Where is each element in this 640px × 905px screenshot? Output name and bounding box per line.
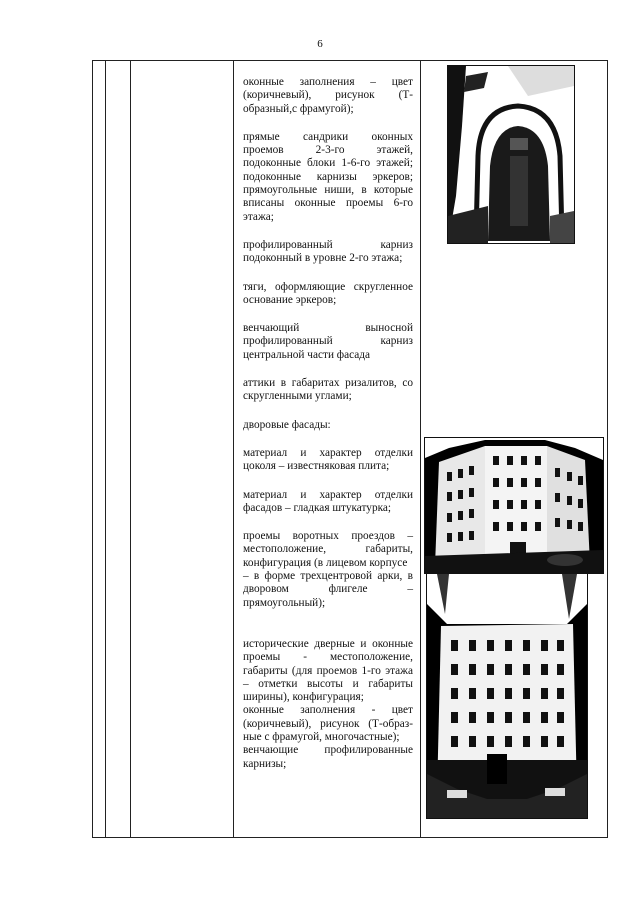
list-item: исторические дверные и оконные проемы - местоположение, габариты (для проемов 1-го этажа – отметки высоты и габариты ширины), конфигурация;	[243, 637, 413, 704]
page-number: 6	[317, 38, 323, 50]
column-divider	[233, 61, 234, 837]
list-item: оконные заполнения - цвет (коричневый), рисунок (Т-образ- ные с фрамугой, многочастные);	[243, 704, 413, 743]
list-item: венчающий выносной профилированный карниз центральной части фасада	[243, 322, 413, 361]
list-item: тяги, оформляющие скругленное основание эркеров;	[243, 280, 413, 306]
column-divider	[130, 61, 131, 837]
list-item: дворовые фасады:	[243, 418, 331, 431]
list-item: проемы воротных проездов – местоположение, габариты, конфигурация (в лицевом корпусе	[243, 530, 413, 569]
photo-courtyard-building	[426, 573, 588, 819]
description-column	[243, 76, 413, 771]
list-item: профилированный карниз подоконный в уровне 2-го этажа;	[243, 238, 413, 265]
list-item: материал и характер отделки цоколя – известняковая плита;	[243, 446, 413, 473]
list-item: прямые сандрики оконных проемов 2-3-го этажей, подоконные блоки 1-6-го этажей; подоконные карнизы эркеров; прямоугольные ниши, в которые вписаны оконные проемы 6-го этажа;	[243, 130, 413, 223]
photo-courtyard-facade	[424, 437, 604, 574]
column-divider	[420, 61, 421, 837]
photo-arched-doorway	[447, 65, 575, 244]
list-item: – в форме трехцентровой арки, в дворовом флигеле – прямоугольный);	[243, 570, 413, 609]
column-divider	[105, 61, 106, 837]
list-item: венчающие профилированные карнизы;	[243, 744, 413, 770]
list-item: материал и характер отделки фасадов – гладкая штукатурка;	[243, 488, 413, 514]
list-item: аттики в габаритах ризалитов, со скругленными углами;	[243, 377, 413, 403]
list-item: оконные заполнения – цвет (коричневый), рисунок (Т-образный,с фрамугой);	[243, 76, 413, 115]
